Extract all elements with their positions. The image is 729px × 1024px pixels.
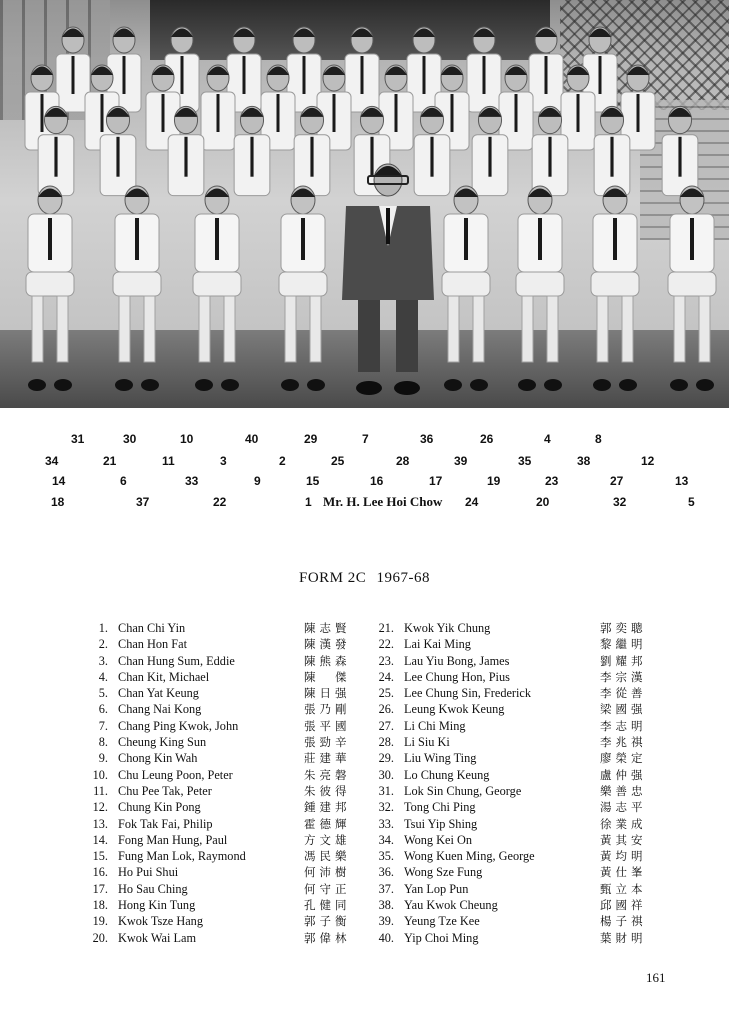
student-chinese-name: 李兆祺 bbox=[600, 735, 647, 750]
student-name: Ho Pui Shui bbox=[118, 865, 179, 880]
student-shoe bbox=[518, 379, 536, 391]
student-number: 36. bbox=[378, 865, 394, 880]
student-shoe bbox=[28, 379, 46, 391]
student-number: 28. bbox=[378, 735, 394, 750]
student-name: Yip Choi Ming bbox=[404, 930, 479, 945]
student-leg bbox=[547, 296, 558, 362]
student-tie bbox=[181, 56, 184, 94]
student-name: Chan Hung Sum, Eddie bbox=[118, 653, 235, 668]
teacher-name: Mr. H. Lee Hoi Chow bbox=[323, 494, 443, 509]
student-name: Tsui Yip Shing bbox=[404, 816, 478, 831]
key-number: 12 bbox=[641, 454, 655, 468]
student-chinese-name: 廖榮定 bbox=[600, 751, 647, 766]
student-leg bbox=[597, 296, 608, 362]
student-shorts bbox=[193, 272, 241, 296]
student-name: Li Siu Ki bbox=[404, 735, 450, 750]
key-number: 4 bbox=[544, 432, 551, 446]
student-leg bbox=[448, 296, 459, 362]
key-number: 5 bbox=[688, 495, 695, 509]
student-tie bbox=[678, 137, 681, 177]
student-tie bbox=[277, 94, 280, 132]
student-number: 21. bbox=[378, 621, 394, 635]
student-name: Wong Kei On bbox=[404, 832, 472, 847]
student-hair bbox=[351, 29, 373, 38]
student-name: Chan Yat Keung bbox=[118, 686, 199, 701]
student-name: Cheung King Sun bbox=[118, 735, 207, 750]
student-tie bbox=[361, 56, 364, 94]
key-number: 29 bbox=[304, 432, 318, 446]
student-chinese-name: 陳日强 bbox=[304, 686, 351, 701]
student-tie bbox=[310, 137, 313, 177]
student-hair bbox=[323, 67, 345, 76]
student-name: Kwok Yik Chung bbox=[404, 621, 491, 635]
student-chinese-name: 陳志賢 bbox=[304, 621, 351, 635]
student-hair bbox=[385, 67, 407, 76]
student-tie bbox=[690, 218, 694, 260]
student-leg bbox=[199, 296, 210, 362]
student-shoe bbox=[444, 379, 462, 391]
student-name: Li Chi Ming bbox=[404, 718, 466, 733]
student-leg bbox=[119, 296, 130, 362]
student-tie bbox=[599, 56, 602, 94]
student-tie bbox=[430, 137, 433, 177]
student-chinese-name: 陳熊森 bbox=[304, 653, 351, 668]
student-chinese-name: 樂善忠 bbox=[600, 783, 647, 798]
student-hair bbox=[171, 29, 193, 38]
student-number: 9. bbox=[98, 751, 108, 766]
student-leg bbox=[310, 296, 321, 362]
key-number: 20 bbox=[536, 495, 550, 509]
key-number: 3 bbox=[220, 454, 227, 468]
student-chinese-name: 葉財明 bbox=[600, 930, 647, 945]
student-tie bbox=[423, 56, 426, 94]
student-name: Chan Chi Yin bbox=[118, 621, 186, 635]
student-chinese-name: 方文雄 bbox=[304, 832, 351, 847]
student-number: 7. bbox=[98, 718, 108, 733]
student-chinese-name: 張平國 bbox=[304, 718, 351, 733]
student-number: 27. bbox=[378, 718, 394, 733]
student-shoe bbox=[670, 379, 688, 391]
teacher-leg bbox=[396, 300, 418, 372]
student-chinese-name: 何守正 bbox=[304, 881, 351, 896]
student-number: 6. bbox=[98, 702, 108, 717]
student-name: Lok Sin Chung, George bbox=[404, 783, 522, 798]
student-chinese-name: 霍德輝 bbox=[304, 816, 351, 831]
student-number: 15. bbox=[92, 849, 108, 864]
student-name: Wong Kuen Ming, George bbox=[404, 849, 535, 864]
key-number: 15 bbox=[306, 474, 320, 488]
key-number: 10 bbox=[180, 432, 194, 446]
key-number: 13 bbox=[675, 474, 689, 488]
key-number: 40 bbox=[245, 432, 259, 446]
student-hair bbox=[31, 67, 53, 76]
student-chinese-name: 郭偉林 bbox=[304, 930, 351, 945]
student-number: 25. bbox=[378, 686, 394, 701]
key-number: 19 bbox=[487, 474, 501, 488]
key-number: 27 bbox=[610, 474, 624, 488]
key-number: 32 bbox=[613, 495, 627, 509]
student-number: 12. bbox=[92, 800, 108, 815]
student-name: Chan Hon Fat bbox=[118, 637, 187, 652]
student-chinese-name: 陳漢發 bbox=[304, 637, 351, 652]
key-number: 8 bbox=[595, 432, 602, 446]
student-tie bbox=[451, 94, 454, 132]
key-number: 34 bbox=[45, 454, 59, 468]
student-shorts bbox=[26, 272, 74, 296]
student-shorts bbox=[279, 272, 327, 296]
key-number: 35 bbox=[518, 454, 532, 468]
student-name: Chang Ping Kwok, John bbox=[118, 718, 239, 733]
student-chinese-name: 何沛樹 bbox=[304, 865, 351, 880]
student-chinese-name: 梁國强 bbox=[600, 702, 647, 717]
student-number: 20. bbox=[92, 930, 108, 945]
student-shoe bbox=[470, 379, 488, 391]
student-name: Yeung Tze Kee bbox=[404, 914, 480, 929]
student-number: 1. bbox=[98, 621, 108, 635]
student-chinese-name: 朱亮磐 bbox=[304, 767, 351, 782]
student-shorts bbox=[442, 272, 490, 296]
student-number: 31. bbox=[378, 783, 394, 798]
students-group bbox=[0, 0, 729, 408]
student-number: 37. bbox=[378, 881, 394, 896]
key-number: 28 bbox=[396, 454, 410, 468]
key-number: 30 bbox=[123, 432, 137, 446]
student-shoe bbox=[141, 379, 159, 391]
teacher-leg bbox=[358, 300, 380, 372]
student-number: 24. bbox=[378, 669, 394, 684]
student-hair bbox=[441, 67, 463, 76]
student-number: 2. bbox=[98, 637, 108, 652]
student-tie bbox=[483, 56, 486, 94]
student-leg bbox=[699, 296, 710, 362]
student-name: Tong Chi Ping bbox=[404, 800, 476, 815]
student-name: Leung Kwok Keung bbox=[404, 702, 505, 717]
student-name: Chu Pee Tak, Peter bbox=[118, 783, 212, 798]
student-chinese-name: 黃均明 bbox=[600, 849, 647, 864]
student-tie bbox=[184, 137, 187, 177]
student-tie bbox=[610, 137, 613, 177]
student-number: 32. bbox=[378, 800, 394, 815]
student-tie bbox=[464, 218, 468, 260]
student-tie bbox=[333, 94, 336, 132]
student-leg bbox=[473, 296, 484, 362]
student-name: Ho Sau Ching bbox=[118, 881, 188, 896]
student-tie bbox=[116, 137, 119, 177]
student-tie bbox=[101, 94, 104, 132]
student-tie bbox=[41, 94, 44, 132]
student-shoe bbox=[619, 379, 637, 391]
student-leg bbox=[622, 296, 633, 362]
student-chinese-name: 孔健同 bbox=[304, 898, 351, 913]
student-shoe bbox=[281, 379, 299, 391]
student-number: 40. bbox=[378, 930, 394, 945]
student-shoe bbox=[696, 379, 714, 391]
student-name: Lee Chung Sin, Frederick bbox=[404, 686, 532, 701]
teacher-shoe bbox=[356, 381, 382, 395]
student-chinese-name: 鍾建邦 bbox=[304, 800, 351, 815]
student-name: Fong Man Hung, Paul bbox=[118, 832, 228, 847]
student-chinese-name: 湯志平 bbox=[600, 800, 647, 815]
student-shoe bbox=[195, 379, 213, 391]
student-name: Chu Leung Poon, Peter bbox=[118, 767, 233, 782]
key-number: 37 bbox=[136, 495, 150, 509]
key-number: 22 bbox=[213, 495, 227, 509]
student-chinese-name: 黃其安 bbox=[600, 832, 647, 847]
student-tie bbox=[243, 56, 246, 94]
key-number: 25 bbox=[331, 454, 345, 468]
student-tie bbox=[637, 94, 640, 132]
student-shorts bbox=[668, 272, 716, 296]
student-number: 23. bbox=[378, 653, 394, 668]
key-number: 21 bbox=[103, 454, 117, 468]
student-number: 18. bbox=[92, 898, 108, 913]
student-name: Fung Man Lok, Raymond bbox=[118, 849, 246, 864]
student-tie bbox=[370, 137, 373, 177]
student-chinese-name: 黃仕峯 bbox=[600, 865, 647, 880]
student-shorts bbox=[113, 272, 161, 296]
form-label: FORM 2C bbox=[298, 570, 367, 586]
key-number: 18 bbox=[51, 495, 65, 509]
key-number: 23 bbox=[545, 474, 559, 488]
student-name: Kwok Wai Lam bbox=[118, 930, 197, 945]
student-tie bbox=[215, 218, 219, 260]
class-photo bbox=[0, 0, 729, 408]
key-number: 1 bbox=[305, 495, 312, 509]
student-number: 13. bbox=[92, 816, 108, 831]
student-chinese-name: 甄立本 bbox=[600, 881, 647, 896]
school-year: 1967-68 bbox=[376, 570, 431, 586]
student-tie bbox=[48, 218, 52, 260]
student-hair bbox=[413, 29, 435, 38]
student-name: Liu Wing Ting bbox=[404, 751, 477, 766]
student-tie bbox=[162, 94, 165, 132]
student-chinese-name: 張乃剛 bbox=[304, 702, 351, 717]
student-tie bbox=[54, 137, 57, 177]
student-number: 35. bbox=[378, 849, 394, 864]
student-chinese-name: 盧仲强 bbox=[600, 767, 647, 782]
student-shoe bbox=[115, 379, 133, 391]
key-number: 36 bbox=[420, 432, 434, 446]
student-leg bbox=[285, 296, 296, 362]
student-chinese-name: 李從善 bbox=[600, 686, 647, 701]
student-chinese-name: 邱國祥 bbox=[600, 898, 647, 913]
student-name: Yan Lop Pun bbox=[404, 881, 469, 896]
student-number: 29. bbox=[378, 751, 394, 766]
student-number: 3. bbox=[98, 653, 108, 668]
student-hair bbox=[473, 29, 495, 38]
student-name: Fok Tak Fai, Philip bbox=[118, 816, 213, 831]
key-number: 7 bbox=[362, 432, 369, 446]
student-chinese-name: 陳 傑 bbox=[304, 669, 351, 684]
student-chinese-name: 郭子衡 bbox=[304, 914, 351, 929]
key-number: 39 bbox=[454, 454, 468, 468]
student-hair bbox=[267, 67, 289, 76]
teacher-shoe bbox=[394, 381, 420, 395]
student-tie bbox=[515, 94, 518, 132]
student-tie bbox=[548, 137, 551, 177]
student-number: 38. bbox=[378, 898, 394, 913]
student-chinese-name: 郭奕聰 bbox=[600, 621, 647, 635]
student-name: Hong Kin Tung bbox=[118, 898, 196, 913]
student-hair bbox=[535, 29, 557, 38]
student-shorts bbox=[591, 272, 639, 296]
student-chinese-name: 黎繼明 bbox=[600, 637, 647, 652]
key-number: 11 bbox=[162, 454, 175, 468]
key-number: 33 bbox=[185, 474, 199, 488]
key-number: 31 bbox=[71, 432, 85, 446]
student-name: Wong Sze Fung bbox=[404, 865, 483, 880]
student-name: Lai Kai Ming bbox=[404, 637, 471, 652]
key-number: 24 bbox=[465, 495, 479, 509]
student-tie bbox=[577, 94, 580, 132]
student-leg bbox=[674, 296, 685, 362]
key-number: 17 bbox=[429, 474, 443, 488]
student-shoe bbox=[544, 379, 562, 391]
student-chinese-name: 莊建華 bbox=[304, 751, 351, 766]
student-name: Chung Kin Pong bbox=[118, 800, 201, 815]
student-number: 39. bbox=[378, 914, 394, 929]
student-number: 10. bbox=[92, 767, 108, 782]
student-shoe bbox=[221, 379, 239, 391]
student-number: 19. bbox=[92, 914, 108, 929]
student-tie bbox=[613, 218, 617, 260]
student-tie bbox=[123, 56, 126, 94]
student-tie bbox=[488, 137, 491, 177]
student-name: Chong Kin Wah bbox=[118, 751, 198, 766]
student-shoe bbox=[54, 379, 72, 391]
student-number: 22. bbox=[378, 637, 394, 652]
student-name: Kwok Tsze Hang bbox=[118, 914, 203, 929]
page-number: 161 bbox=[646, 970, 666, 985]
teacher-tie bbox=[386, 208, 390, 244]
student-name: Lee Chung Hon, Pius bbox=[404, 669, 510, 684]
student-number: 33. bbox=[378, 816, 394, 831]
student-tie bbox=[72, 56, 75, 94]
key-number: 6 bbox=[120, 474, 127, 488]
student-leg bbox=[144, 296, 155, 362]
student-name: Lau Yiu Bong, James bbox=[404, 653, 510, 668]
student-number: 4. bbox=[98, 669, 108, 684]
key-number: 14 bbox=[52, 474, 66, 488]
student-number: 17. bbox=[92, 881, 108, 896]
student-name: Chang Nai Kong bbox=[118, 702, 202, 717]
student-chinese-name: 李志明 bbox=[600, 718, 647, 733]
student-number: 30. bbox=[378, 767, 394, 782]
student-chinese-name: 朱彼得 bbox=[304, 783, 351, 798]
key-number: 26 bbox=[480, 432, 494, 446]
student-tie bbox=[217, 94, 220, 132]
student-tie bbox=[545, 56, 548, 94]
key-number: 9 bbox=[254, 474, 261, 488]
student-hair bbox=[207, 67, 229, 76]
student-shorts bbox=[516, 272, 564, 296]
student-leg bbox=[32, 296, 43, 362]
student-tie bbox=[301, 218, 305, 260]
student-chinese-name: 劉耀邦 bbox=[600, 653, 647, 668]
key-number: 38 bbox=[577, 454, 591, 468]
student-hair bbox=[233, 29, 255, 38]
key-number: 2 bbox=[279, 454, 286, 468]
student-number: 16. bbox=[92, 865, 108, 880]
student-tie bbox=[538, 218, 542, 260]
student-shoe bbox=[593, 379, 611, 391]
student-hair bbox=[589, 29, 611, 38]
student-hair bbox=[113, 29, 135, 38]
student-tie bbox=[135, 218, 139, 260]
student-name: Chan Kit, Michael bbox=[118, 669, 210, 684]
student-leg bbox=[224, 296, 235, 362]
student-chinese-name: 李宗漢 bbox=[600, 669, 647, 684]
student-number: 34. bbox=[378, 832, 394, 847]
student-tie bbox=[395, 94, 398, 132]
student-shoe bbox=[307, 379, 325, 391]
page-title bbox=[0, 570, 729, 587]
student-leg bbox=[522, 296, 533, 362]
student-hair bbox=[505, 67, 527, 76]
student-tie bbox=[250, 137, 253, 177]
student-leg bbox=[57, 296, 68, 362]
student-tie bbox=[303, 56, 306, 94]
student-hair bbox=[62, 29, 84, 38]
student-chinese-name: 馮民樂 bbox=[304, 849, 351, 864]
student-number: 14. bbox=[92, 832, 108, 847]
student-chinese-name: 楊子祺 bbox=[600, 914, 647, 929]
student-hair bbox=[627, 67, 649, 76]
key-number: 16 bbox=[370, 474, 384, 488]
student-number: 5. bbox=[98, 686, 108, 701]
student-number: 8. bbox=[98, 735, 108, 750]
student-name: Yau Kwok Cheung bbox=[404, 898, 498, 913]
student-number: 11. bbox=[93, 783, 108, 798]
student-chinese-name: 徐業成 bbox=[600, 816, 647, 831]
student-number: 26. bbox=[378, 702, 394, 717]
student-hair bbox=[293, 29, 315, 38]
student-hair bbox=[668, 108, 691, 117]
student-chinese-name: 張勁辛 bbox=[304, 735, 351, 750]
student-name: Lo Chung Keung bbox=[404, 767, 490, 782]
